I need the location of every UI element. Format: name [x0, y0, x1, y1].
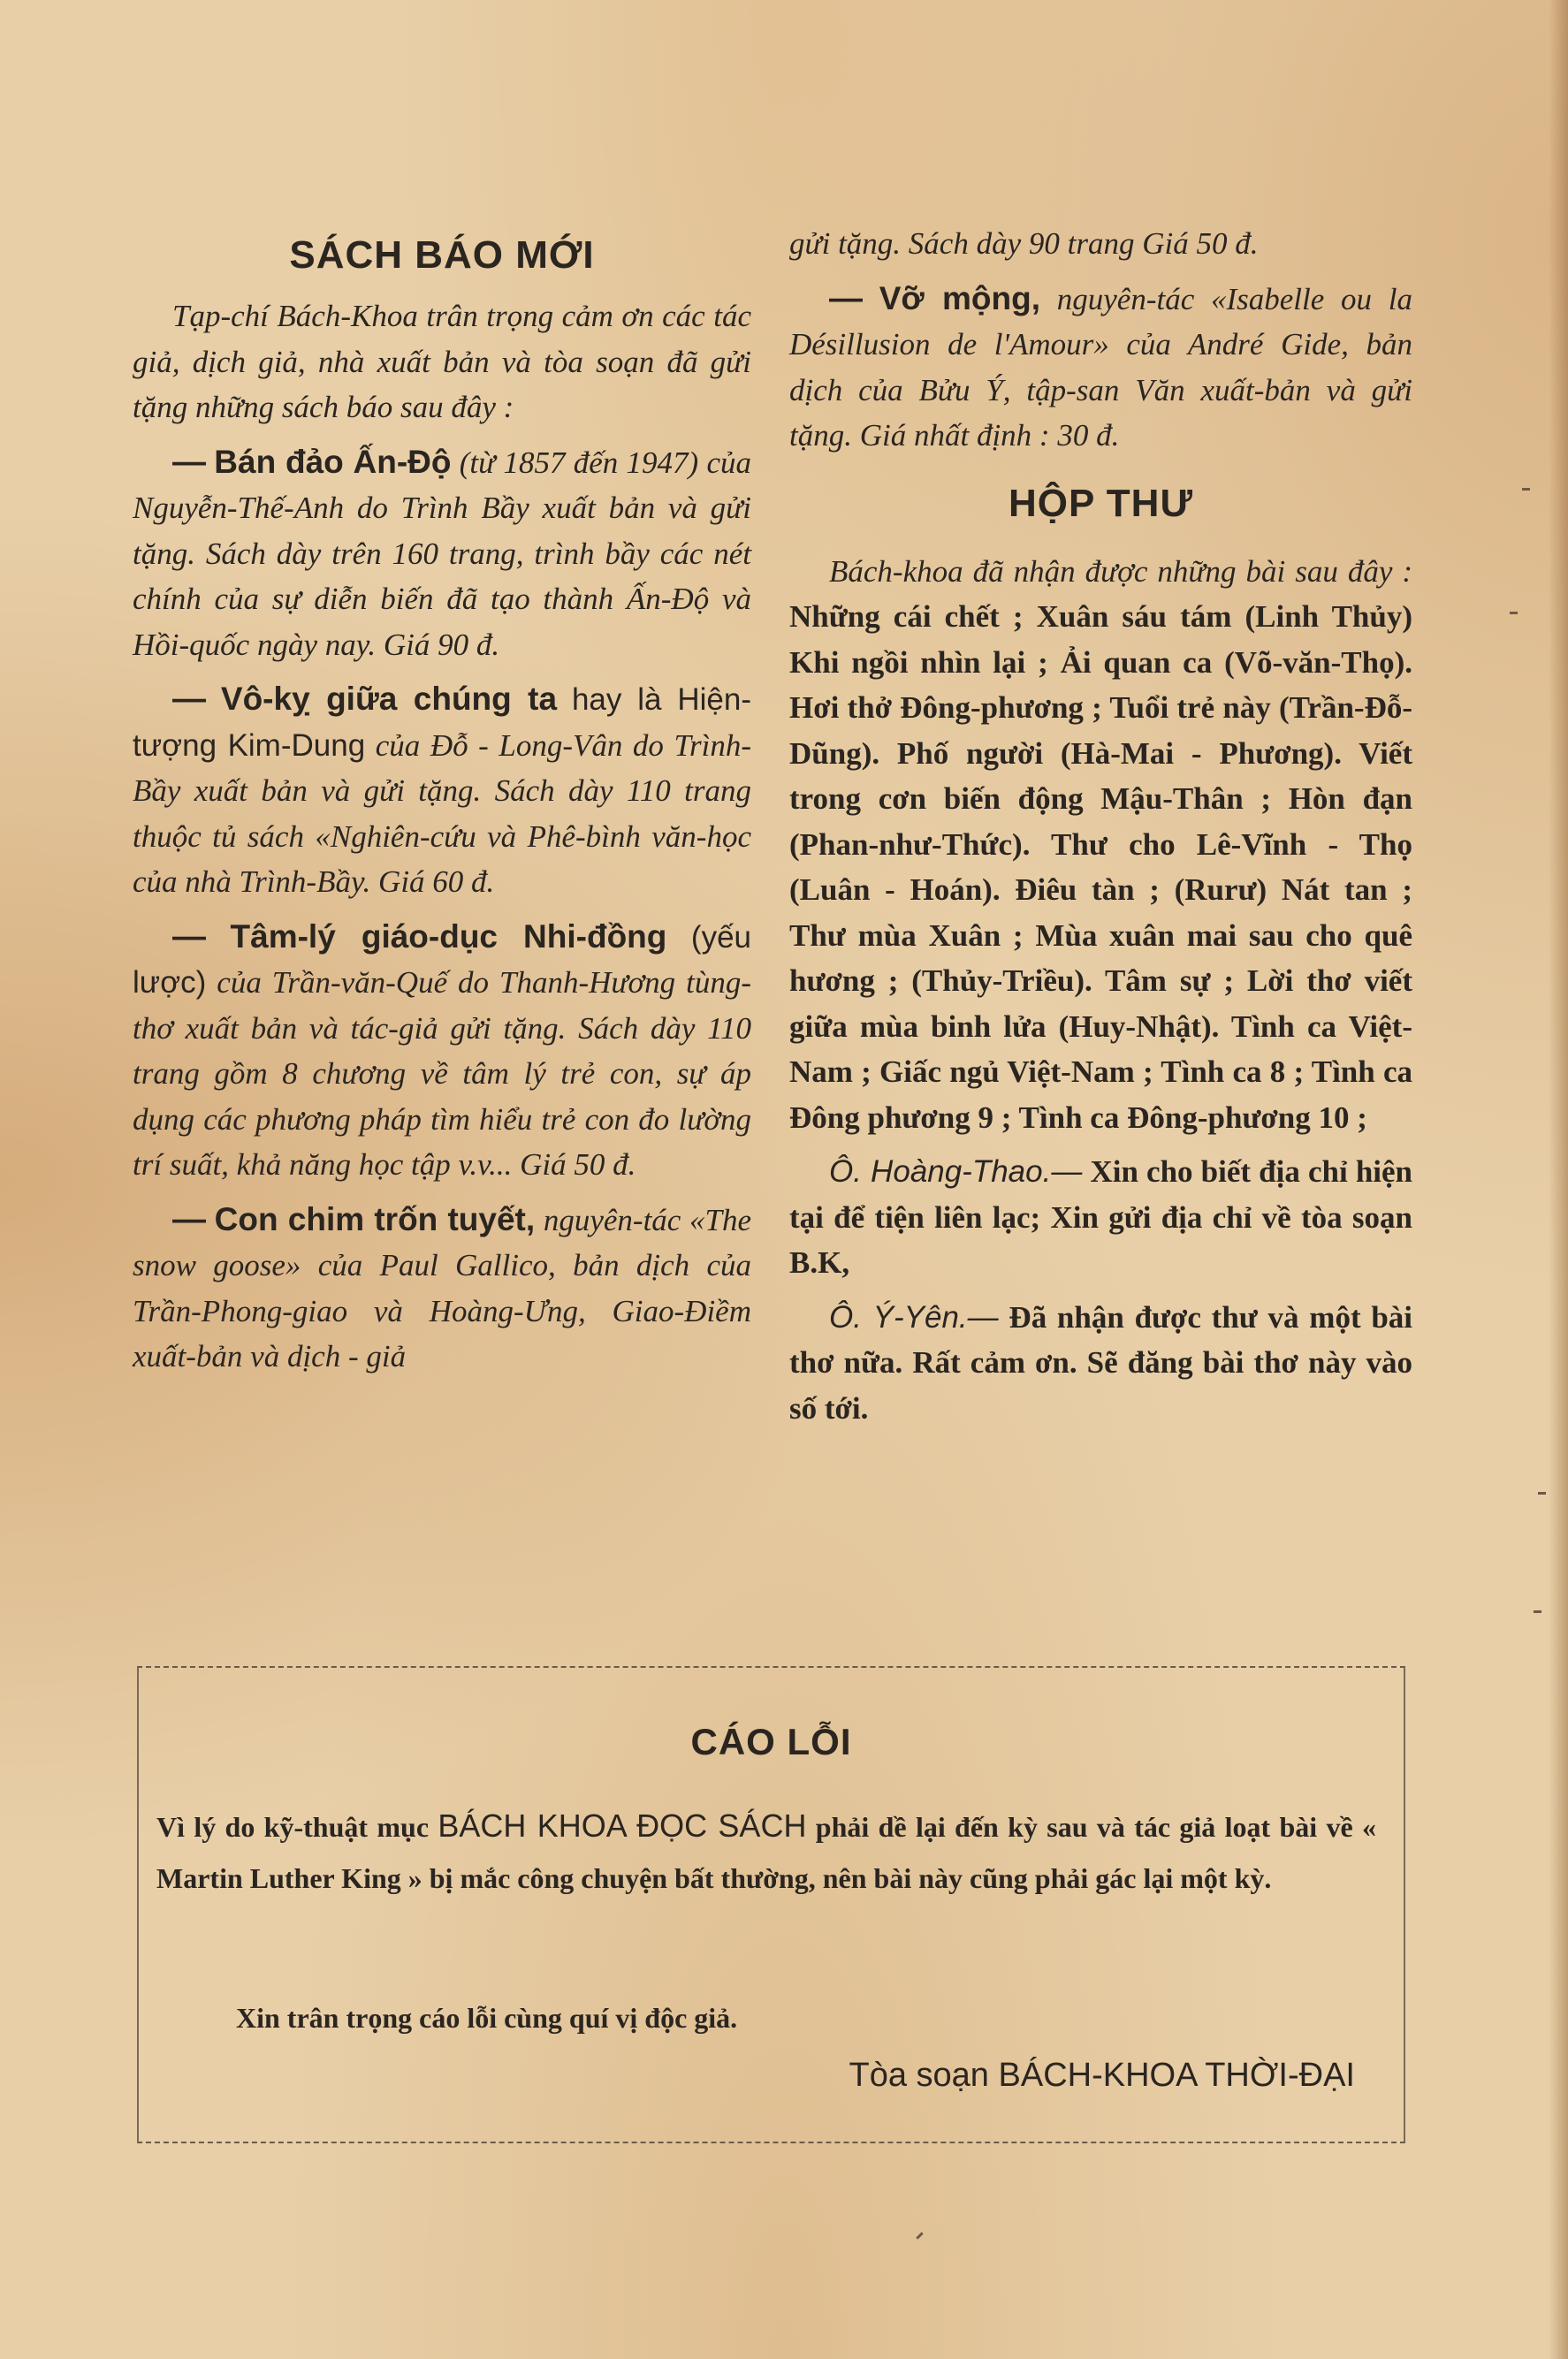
- book-title: Bán đảo Ấn-Độ: [214, 443, 452, 480]
- mailbox-intro-text: Bách-khoa đã nhận được những bài sau đây :: [829, 553, 1412, 589]
- entry-dash: —: [172, 443, 206, 481]
- scan-speck: [916, 2232, 923, 2239]
- reply-recipient: Ô. Hoàng-Thao.—: [829, 1154, 1083, 1189]
- new-books-title: SÁCH BÁO MỚI: [289, 233, 595, 277]
- notice-body-part2: phải dề lại đến kỳ sau và tác giả loạt bài về « Martin Luther King » bị mắc công chuyện bất thường, nên bài này cũng phải gác lại một kỳ.: [156, 1811, 1377, 1894]
- scan-speck: [1534, 1610, 1541, 1613]
- entry-dash: —: [829, 279, 863, 317]
- book-entry: [133, 1197, 751, 1380]
- book-title: Tâm-lý giáo-dục Nhi-đồng: [230, 917, 667, 955]
- book-description: nguyên-tác «Isabelle ou la Désillusion de l'Amour» của André Gide, bản dịch của Bửu Ý, tập-san Văn xuất-bản và gửi tặng. Giá nhất định : 30 đ.: [789, 281, 1412, 453]
- right-column: [789, 221, 1412, 1431]
- notice-thanks: Xin trân trọng cáo lỗi cùng quí vị độc giả.: [236, 2002, 738, 2034]
- reply-text: Xin cho biết địa chỉ hiện tại để tiện liên lạc; Xin gửi địa chỉ về tòa soạn B.K,: [789, 1154, 1413, 1280]
- book-description: của Đỗ - Long-Vân do Trình-Bầy xuất bản và gửi tặng. Sách dày 110 trang thuộc tủ sách «Nghiên-cứu và Phê-bình văn-học của nhà Trình-Bầy. Giá 60 đ.: [133, 727, 752, 899]
- notice-title: CÁO LỖI: [690, 1721, 852, 1762]
- book-title: Vô-kỵ giữa chúng ta: [220, 681, 558, 717]
- entry-dash: —: [172, 1200, 206, 1238]
- reply-text: Đã nhận được thư và một bài thơ nữa. Rất cảm ơn. Sẽ đăng bài thơ này vào số tới.: [789, 1299, 1413, 1426]
- book-entry: [133, 439, 751, 668]
- reply-recipient: Ô. Ý-Yên.—: [829, 1299, 999, 1335]
- book-subtitle: hay là Hiện-tượng Kim-Dung: [133, 682, 752, 763]
- reader-reply: [789, 1149, 1412, 1286]
- book-subtitle: (yếu lược): [133, 919, 752, 1000]
- page-edge: [1549, 0, 1568, 2359]
- book-entry: [133, 676, 751, 905]
- left-column: [133, 221, 751, 1380]
- continued-text: gửi tặng. Sách dày 90 trang Giá 50 đ.: [789, 226, 1259, 261]
- received-works-list: Những cái chết ; Xuân sáu tám (Linh Thủy) Khi ngồi nhìn lại ; Ải quan ca (Võ-văn-Thọ). Hơi thở Đông-phương ; Tuổi trẻ này (Trần-Đỗ-Dũng). Phố người (Hà-Mai - Phương). Viết trong cơn biến động Mậu-Thân ; Hòn đạn (Phan-như-Thức). Thư cho Lê-Vĩnh - Thọ (Luân - Hoán). Điêu tàn ; (Rurư) Nát tan ; Thư mùa Xuân ; Mùa xuân mai sau cho quê hương ; (Thủy-Triều). Tâm sự ; Lời thơ viết giữa mùa binh lửa (Huy-Nhật). Tình ca Việt-Nam ; Giấc ngủ Việt-Nam ; Tình ca 8 ; Tình ca Đông phương 9 ; Tình ca Đông-phương 10 ;: [789, 599, 1412, 1135]
- mailbox-intro: [789, 549, 1412, 1141]
- book-description: (từ 1857 đến 1947) của Nguyễn-Thế-Anh do Trình Bầy xuất bản và gửi tặng. Sách dày trên 160 trang, trình bầy các nét chính của sự diễn biến đã tạo thành Ấn-Độ và Hồi-quốc ngày nay. Giá 90 đ.: [133, 445, 752, 662]
- notice-column-name: BÁCH KHOA ĐỌC SÁCH: [438, 1807, 807, 1844]
- new-books-intro: Tạp-chí Bách-Khoa trân trọng cảm ơn các tác giả, dịch giả, nhà xuất bản và tòa soạn đã gửi tặng những sách báo sau đây :: [133, 299, 751, 424]
- notice-body-part1: Vì lý do kỹ-thuật mục: [156, 1811, 430, 1843]
- scan-speck: [1522, 488, 1530, 491]
- entry-dash: —: [172, 681, 206, 718]
- mailbox-title: HỘP THƯ: [1009, 481, 1193, 525]
- book-description: của Trần-văn-Quế do Thanh-Hương tùng-thơ xuất bản và tác-giả gửi tặng. Sách dày 110 trang gồm 8 chương về tâm lý trẻ con, sự áp dụng các phương pháp tìm hiểu trẻ con đo lường trí suất, khả năng học tập v.v... Giá 50 đ.: [133, 965, 752, 1182]
- book-entry: [789, 276, 1412, 459]
- book-title: Con chim trốn tuyết,: [214, 1200, 536, 1237]
- reader-reply: [789, 1295, 1412, 1432]
- book-title: Vỡ mộng,: [879, 279, 1040, 316]
- book-entry: [133, 914, 751, 1188]
- notice-body: [156, 1800, 1376, 1904]
- book-description: nguyên-tác «The snow goose» của Paul Gallico, bản dịch của Trần-Phong-giao và Hoàng-Ưng, Giao-Điềm xuất-bản và dịch - giả: [133, 1202, 751, 1374]
- apology-notice-box: [137, 1666, 1405, 2143]
- entry-dash: —: [172, 917, 206, 955]
- notice-signature: Tòa soạn BÁCH-KHOA THỜI-ĐẠI: [849, 2057, 1355, 2094]
- scan-speck: [1538, 1492, 1546, 1495]
- scan-speck: [1510, 612, 1518, 614]
